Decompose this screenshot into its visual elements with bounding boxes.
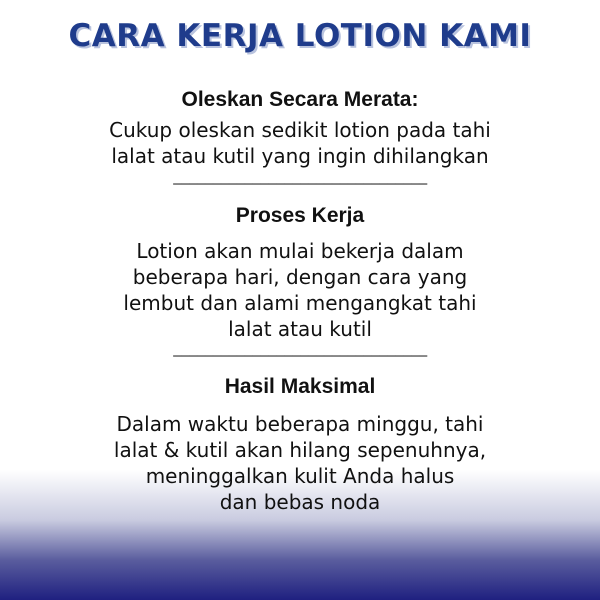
section-result bbox=[0, 375, 600, 515]
section-apply bbox=[0, 88, 600, 169]
section-heading: Proses Kerja bbox=[235, 204, 365, 227]
section-heading: Hasil Maksimal bbox=[224, 375, 376, 398]
dashed-divider: –––––––––––––––––––––––––––––––– bbox=[173, 348, 427, 364]
section-heading: Oleskan Secara Merata: bbox=[181, 88, 419, 111]
text-line: dan bebas noda bbox=[219, 490, 381, 514]
section-text bbox=[0, 117, 600, 169]
dashed-divider: –––––––––––––––––––––––––––––––– bbox=[173, 176, 427, 192]
text-line: lalat atau kutil bbox=[228, 317, 372, 341]
text-line: Lotion akan mulai bekerja dalam bbox=[136, 239, 464, 263]
page-title: CARA KERJA LOTION KAMI bbox=[68, 18, 532, 54]
section-text bbox=[0, 238, 600, 342]
text-line: lalat & kutil akan hilang sepenuhnya, bbox=[113, 438, 487, 462]
section-text bbox=[0, 411, 600, 515]
text-line: lalat atau kutil yang ingin dihilangkan bbox=[111, 144, 489, 168]
section-process bbox=[0, 204, 600, 342]
text-line: lembut dan alami mengangkat tahi bbox=[123, 291, 477, 315]
text-line: Dalam waktu beberapa minggu, tahi bbox=[116, 412, 484, 436]
text-line: beberapa hari, dengan cara yang bbox=[132, 265, 468, 289]
text-line: Cukup oleskan sedikit lotion pada tahi bbox=[109, 118, 491, 142]
text-line: meninggalkan kulit Anda halus bbox=[145, 464, 455, 488]
